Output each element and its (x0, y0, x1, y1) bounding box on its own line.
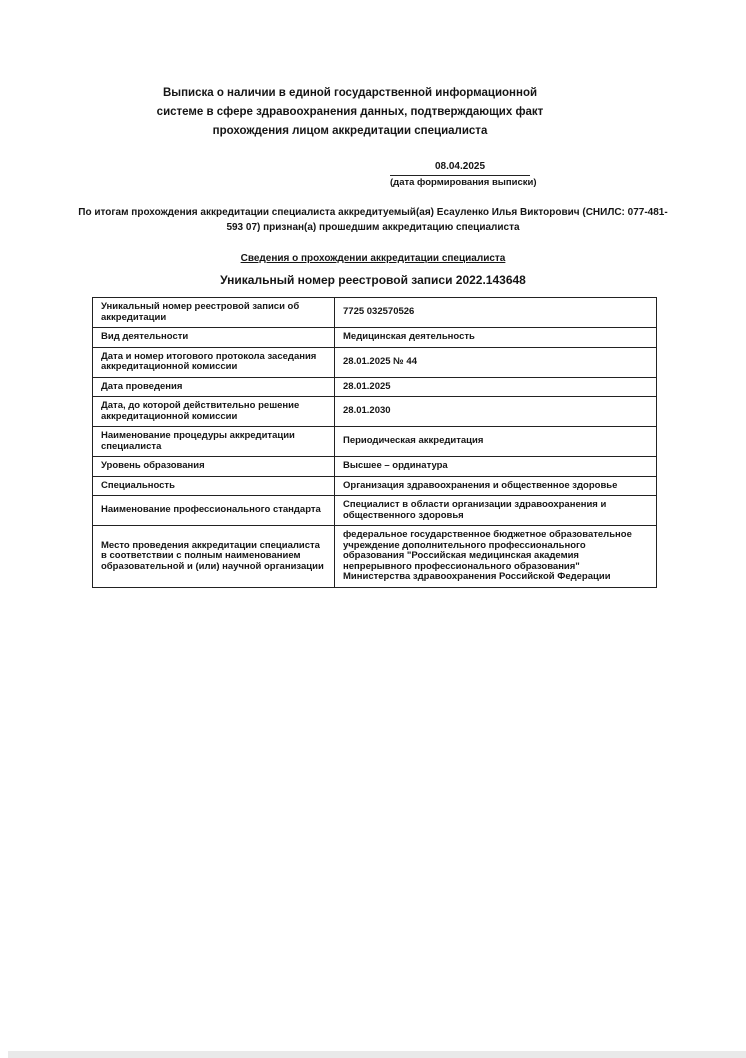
table-row (93, 526, 657, 588)
table-row (93, 298, 657, 328)
row-label-cell: Дата проведения (93, 377, 335, 397)
row-label-cell: Дата и номер итогового протокола заседания аккредитационной комиссии (93, 347, 335, 377)
row-value-cell: 28.01.2030 (335, 397, 657, 427)
table-row (93, 377, 657, 397)
issue-date-block (390, 161, 537, 188)
row-label-cell: Уровень образования (93, 457, 335, 477)
row-label-cell: Дата, до которой действительно решение аккредитационной комиссии (93, 397, 335, 427)
table-row (93, 347, 657, 377)
table-row (93, 476, 657, 496)
intro-paragraph: По итогам прохождения аккредитации специалиста аккредитуемый(ая) Есауленко Илья Викторович (СНИЛС: 077-481- 593 07) признан(а) прошедшим аккредитацию специалиста (78, 207, 668, 233)
row-value-cell: Медицинская деятельность (335, 328, 657, 348)
accreditation-table (92, 297, 657, 588)
bottom-bar (8, 1051, 746, 1058)
table-row (93, 457, 657, 477)
row-label-cell: Место проведения аккредитации специалиста в соответствии с полным наименованием образовательной и (или) научной организации (93, 526, 335, 588)
row-value-cell: 28.01.2025 (335, 377, 657, 397)
table-row (93, 397, 657, 427)
row-label-cell: Вид деятельности (93, 328, 335, 348)
issue-date-value: 08.04.2025 (390, 161, 530, 176)
row-value-cell: Периодическая аккредитация (335, 427, 657, 457)
row-label-cell: Специальность (93, 476, 335, 496)
row-value-cell: Организация здравоохранения и общественное здоровье (335, 476, 657, 496)
table-row (93, 328, 657, 348)
row-value-cell: 7725 032570526 (335, 298, 657, 328)
row-label-cell: Наименование профессионального стандарта (93, 496, 335, 526)
row-value-cell: Высшее – ординатура (335, 457, 657, 477)
accreditation-table-body (93, 298, 657, 588)
row-value-cell: Специалист в области организации здравоохранения и общественного здоровья (335, 496, 657, 526)
issue-date-caption: (дата формирования выписки) (390, 177, 537, 188)
row-value-cell: федеральное государственное бюджетное образовательное учреждение дополнительного профессионального образования "Российская медицинская академия непрерывного профессионального образования" Министерства здравоохранения Российской Федерации (335, 526, 657, 588)
row-label-cell: Наименование процедуры аккредитации специалиста (93, 427, 335, 457)
record-number-heading: Уникальный номер реестровой записи 2022.143648 (220, 273, 526, 287)
row-label-cell: Уникальный номер реестровой записи об аккредитации (93, 298, 335, 328)
table-row (93, 496, 657, 526)
section-heading: Сведения о прохождении аккредитации специалиста (240, 253, 506, 264)
row-value-cell: 28.01.2025 № 44 (335, 347, 657, 377)
document-title: Выписка о наличии в единой государственной информационной системе в сфере здравоохранения данных, подтверждающих факт прохождения лицом аккредитации специалиста (156, 87, 544, 137)
table-row (93, 427, 657, 457)
